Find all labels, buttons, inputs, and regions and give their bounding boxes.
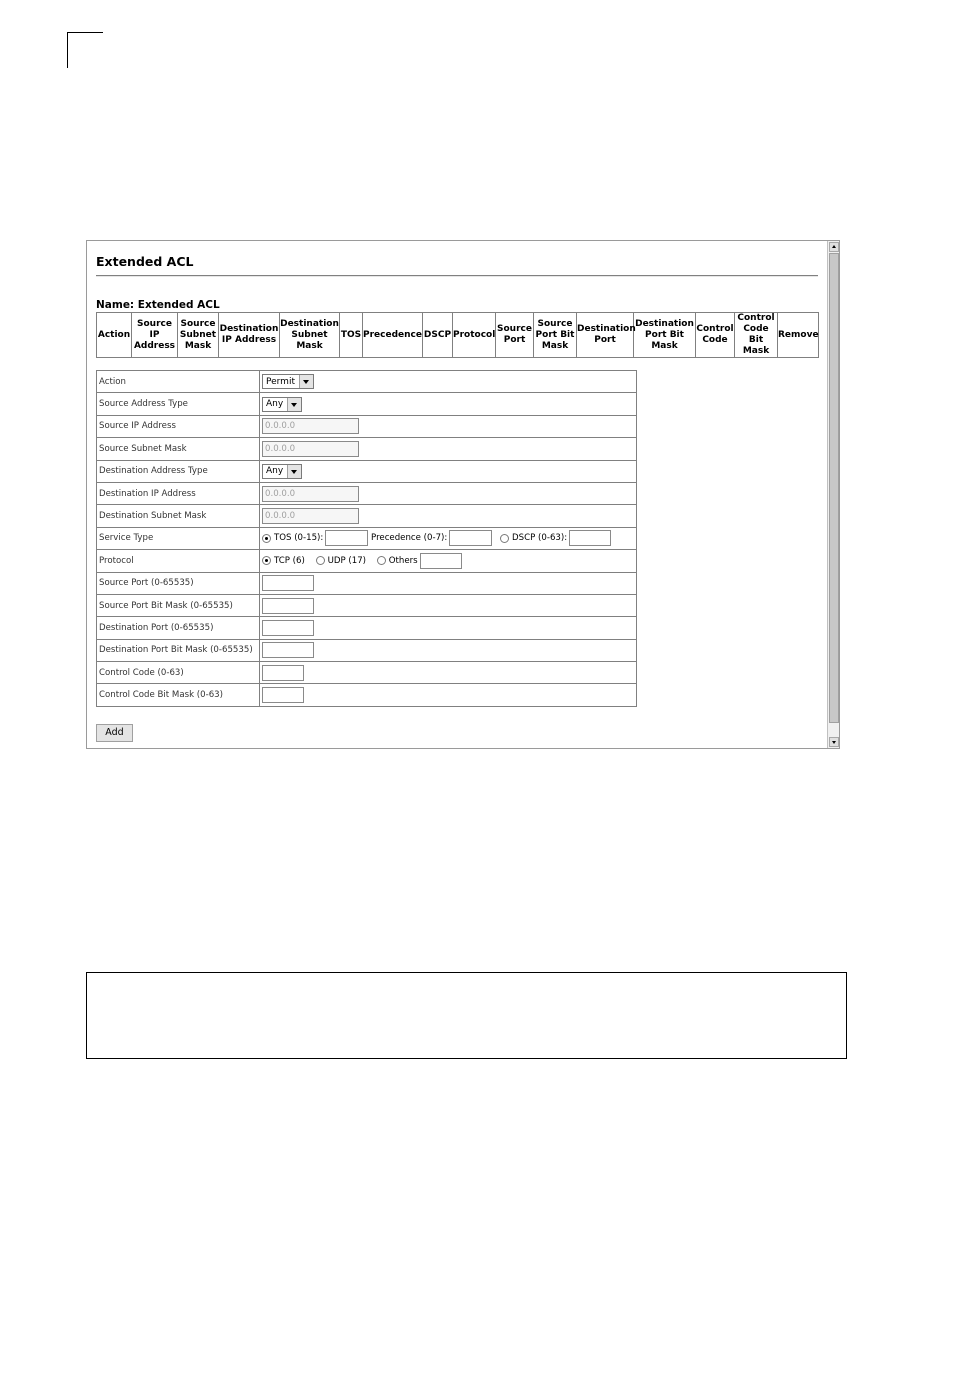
protocol-label: Protocol	[97, 550, 260, 572]
col-header-control-code-mask: Control Code Bit Mask	[735, 313, 778, 358]
col-header-source-port-mask: Source Port Bit Mask	[534, 313, 577, 358]
tcp-label: TCP (6)	[274, 555, 305, 566]
source-ip-input[interactable]: 0.0.0.0	[262, 418, 359, 434]
action-select[interactable]	[262, 374, 314, 389]
precedence-label: Precedence (0-7):	[371, 533, 448, 544]
scroll-up-icon[interactable]	[829, 242, 839, 252]
col-header-dscp: DSCP	[423, 313, 453, 358]
source-address-type-label: Source Address Type	[97, 393, 260, 415]
page-title: Extended ACL	[96, 254, 194, 269]
scroll-down-icon[interactable]	[829, 737, 839, 747]
col-header-dest-mask: Destination Subnet Mask	[280, 313, 340, 358]
dest-address-type-select[interactable]	[262, 464, 302, 479]
source-port-mask-label: Source Port Bit Mask (0-65535)	[97, 594, 260, 616]
empty-bordered-box	[86, 972, 847, 1059]
form-row-protocol	[97, 550, 637, 572]
dest-port-input[interactable]	[262, 620, 314, 636]
col-header-source-port: Source Port	[496, 313, 534, 358]
service-type-label: Service Type	[97, 527, 260, 549]
acl-rule-form	[96, 370, 637, 707]
acl-name-label: Name: Extended ACL	[96, 299, 220, 311]
source-mask-input[interactable]: 0.0.0.0	[262, 441, 359, 457]
form-row-control-code-mask	[97, 684, 637, 706]
dest-address-type-label: Destination Address Type	[97, 460, 260, 482]
tos-input[interactable]	[325, 530, 368, 546]
form-row-source-mask	[97, 438, 637, 460]
form-row-service-type	[97, 527, 637, 549]
dest-port-mask-label: Destination Port Bit Mask (0-65535)	[97, 639, 260, 661]
page-content	[87, 241, 827, 748]
form-row-source-port-mask	[97, 594, 637, 616]
vertical-scrollbar[interactable]	[827, 241, 839, 748]
form-row-source-address-type	[97, 393, 637, 415]
form-row-dest-address-type	[97, 460, 637, 482]
dest-address-type-value: Any	[266, 466, 284, 477]
tos-radio[interactable]	[262, 534, 271, 543]
col-header-dest-port: Destination Port	[577, 313, 634, 358]
dscp-radio[interactable]	[500, 534, 509, 543]
control-code-input[interactable]	[262, 665, 304, 681]
col-header-dest-ip: Destination IP Address	[219, 313, 280, 358]
others-label: Others	[388, 555, 418, 566]
form-row-control-code	[97, 662, 637, 684]
dest-ip-input[interactable]: 0.0.0.0	[262, 486, 359, 502]
form-row-dest-port-mask	[97, 639, 637, 661]
page-corner-mark	[67, 32, 103, 68]
col-header-protocol: Protocol	[453, 313, 496, 358]
dest-port-label: Destination Port (0-65535)	[97, 617, 260, 639]
source-address-type-value: Any	[266, 399, 284, 410]
precedence-input[interactable]	[449, 530, 492, 546]
col-header-source-ip: Source IP Address	[132, 313, 178, 358]
chevron-down-icon	[299, 375, 313, 388]
source-ip-label: Source IP Address	[97, 415, 260, 437]
source-mask-label: Source Subnet Mask	[97, 438, 260, 460]
form-row-dest-ip	[97, 482, 637, 504]
action-select-value: Permit	[266, 376, 295, 387]
tos-label: TOS (0-15):	[274, 533, 324, 544]
control-code-mask-input[interactable]	[262, 687, 304, 703]
acl-rules-table	[96, 312, 819, 358]
tcp-radio[interactable]	[262, 556, 271, 565]
browser-frame	[86, 240, 840, 749]
col-header-dest-port-mask: Destination Port Bit Mask	[634, 313, 696, 358]
control-code-label: Control Code (0-63)	[97, 662, 260, 684]
chevron-down-icon	[287, 465, 301, 478]
col-header-precedence: Precedence	[363, 313, 423, 358]
form-row-action	[97, 371, 637, 393]
dest-mask-input[interactable]: 0.0.0.0	[262, 508, 359, 524]
dest-port-mask-input[interactable]	[262, 642, 314, 658]
col-header-control-code: Control Code	[696, 313, 735, 358]
form-row-source-ip	[97, 415, 637, 437]
control-code-mask-label: Control Code Bit Mask (0-63)	[97, 684, 260, 706]
others-radio[interactable]	[377, 556, 386, 565]
source-address-type-select[interactable]	[262, 397, 302, 412]
udp-radio[interactable]	[316, 556, 325, 565]
dscp-label: DSCP (0-63):	[512, 533, 568, 544]
dscp-input[interactable]	[569, 530, 611, 546]
action-label: Action	[97, 371, 260, 393]
dest-ip-label: Destination IP Address	[97, 482, 260, 504]
others-protocol-input[interactable]	[420, 553, 462, 569]
title-divider	[96, 275, 818, 277]
form-row-source-port	[97, 572, 637, 594]
col-header-tos: TOS	[340, 313, 363, 358]
acl-table-header-row	[97, 313, 819, 358]
add-button[interactable]: Add	[96, 724, 133, 742]
col-header-action: Action	[97, 313, 132, 358]
udp-label: UDP (17)	[327, 555, 367, 566]
scrollbar-thumb[interactable]	[829, 253, 839, 723]
form-row-dest-port	[97, 617, 637, 639]
col-header-source-mask: Source Subnet Mask	[178, 313, 219, 358]
source-port-mask-input[interactable]	[262, 598, 314, 614]
dest-mask-label: Destination Subnet Mask	[97, 505, 260, 527]
col-header-remove: Remove	[778, 313, 819, 358]
form-row-dest-mask	[97, 505, 637, 527]
source-port-label: Source Port (0-65535)	[97, 572, 260, 594]
source-port-input[interactable]	[262, 575, 314, 591]
chevron-down-icon	[287, 398, 301, 411]
